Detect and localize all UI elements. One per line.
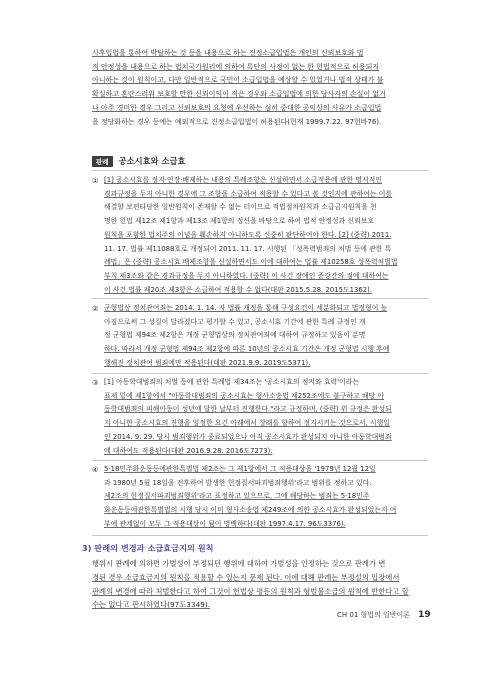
case-line: 경과규정을 두지 아니한 경우에 그 조항을 소급하여 적용할 수 있다고 볼 것인지에 관하여는 이를 xyxy=(104,189,393,198)
case-box-bottom-rule xyxy=(92,535,428,536)
case-line: 아짐으로써 그 성질이 달라졌다고 평가할 수 있고, 공소시효 기간에 관한 특례 규정인 개 xyxy=(104,317,366,326)
case-line: 이 사건 법률 제20조 제3항은 소급하여 적용할 수 없다(대판 2015.5.28. 2015도1362). xyxy=(104,285,373,294)
case-item-number: ① xyxy=(92,176,99,185)
case-line: 정 군형법 제94조 제2항은 개정 군형법상의 정치관여죄에 대하여 규정하고 있음이 분명 xyxy=(104,331,366,340)
case-line: 5·18민주화운동등에관한특별법 제2조는 그 제1항에서 그 적용대상을 '1979년 12월 12일 xyxy=(104,465,376,473)
case-item-divider xyxy=(92,373,428,374)
case-line: 명한 헌법 제12조 제1항과 제13조 제1항의 정신을 바탕으로 하여 법적 안정성과 신뢰보호 xyxy=(104,217,375,226)
section-body xyxy=(92,557,432,612)
case-line: 11. 17. 법률 제11088호로 개정되어 2011. 11. 17. 시행된 「성폭력범죄의 처벌 등에 관한 특 xyxy=(104,244,392,253)
case-line: 행해진 정치관여 범죄에만 적용된다(대판 2021.9.9. 2019도5371). xyxy=(104,358,311,367)
case-line: 제2조의 헌정질서파괴범죄행위'라고 표정하고 있으므로, 그에 해당하는 범죄는 5·18민주 xyxy=(104,492,370,501)
chapter-label: CH 01 형법의 일반이론 xyxy=(337,611,411,619)
case-line: 지 아니한 공소시효의 진행을 일정한 요건 아래에서 장래를 향하여 정지시키는 것으로서, 시행일 xyxy=(104,419,390,428)
case-line: [1] 아동학대범죄의 처벌 등에 관한 특례법 제34조는 '공소시효의 정지와 효력'이라는 xyxy=(104,378,360,386)
case-line: 하다. 따라서 개정 군형법 제94조 제2항에 따른 10년의 공소시효 기간은 개정 군형법 시행 후에 xyxy=(104,345,390,354)
section-line: 행위시 판례에 의하면 가벌성이 부정되던 행위에 대하여 가벌성을 인정하는 것으로 판례가 변 xyxy=(92,559,386,568)
case-line: 에 대하여도 적용된다(대판 2016.9.28. 2016도7273). xyxy=(104,446,273,455)
section-line: 경된 경우 소급효금지의 원칙을 적용할 수 있는지 문제 된다. 이에 대해 판례는 부정설의 입장에서 xyxy=(92,572,400,582)
page-footer xyxy=(337,610,431,620)
intro-paragraph xyxy=(92,46,432,128)
case-box-title: 공소시효와 소급효 xyxy=(118,156,186,166)
case-line: 군형법상 정치관여죄는 2014. 1. 14. 자 법률 개정을 통해 구성요건이 세분화되고 법정형이 높 xyxy=(104,304,388,312)
case-line: 부칙 제3조와 같은 경과규정을 두지 아니하였다. (중략) 이 사건 장애인 준강간의 점에 대하여는 xyxy=(104,271,389,280)
intro-line: 사후입법을 통하여 박탈하는 것 등을 내용으로 하는 진정소급입법은 개인의 신뢰보호와 법 xyxy=(92,48,364,57)
intro-line: 확실하고 혼란스러워 보호할 만한 신뢰이익이 적은 경우와 소급입법에 의한 당사자의 손실이 없거 xyxy=(92,89,386,99)
case-item-number: ③ xyxy=(92,378,99,387)
case-line: 부에 관계없이 모두 그 적용대상이 됨이 명백하다(대판 1997.4.17. 96도3376). xyxy=(104,519,346,528)
section-line: 수는 없다고 판시하였다(97도3349). xyxy=(92,600,211,610)
case-item-divider xyxy=(92,460,428,461)
case-line: 동학대범죄의 피해아동이 성년에 달한 날부터 진행한다."라고 규정하며, (중략) 위 규정은 완성되 xyxy=(104,405,392,414)
case-line: 과 1980년 5월 18일을 전후하여 발생한 헌정질서파괴범죄행위'라고 범위를 정하고 있다. xyxy=(104,478,372,487)
intro-line: 아니하는 것이 원칙이고, 다만 일반적으로 국민이 소급입법을 예상할 수 있었거나 법적 상태가 불 xyxy=(92,75,384,85)
case-item-divider xyxy=(92,298,428,299)
case-box-divider xyxy=(92,170,428,171)
case-item-number: ② xyxy=(92,304,99,313)
case-line: 표제 밑에 제1항에서 "아동학대범죄의 공소시효는 형사소송법 제252조에도 불구하고 해당 아 xyxy=(104,391,385,400)
case-line: 원칙을 포함한 법치주의 이념을 훼손하지 아니하도록 신중히 판단하여야 한다. [2] (중략) 2011. xyxy=(104,230,392,239)
section-line: 판례의 변경에 따라 처벌한다고 하여 그것이 헌법상 평등의 원칙과 형벌불소급의 원칙에 반한다고 할 xyxy=(92,586,409,596)
case-box-header xyxy=(92,155,186,167)
case-item-number: ④ xyxy=(92,465,99,474)
case-line: 례법」은 (중략) 공소시효 배제조항을 신설하면서도 이에 대하여는 법률 제10258호 성폭력처벌법 xyxy=(104,258,398,267)
page-number: 19 xyxy=(418,610,431,620)
intro-line: 적 안정성을 내용으로 하는 법치국가원리에 의하여 특단의 사정이 없는 한 헌법적으로 허용되지 xyxy=(92,61,380,71)
case-line: [1] 공소시효를 정지·연장·배제하는 내용의 특례조항은 신설하면서 소급적용에 관한 명시적인 xyxy=(104,176,382,184)
case-line: 해결할 보편타당한 일반원칙이 존재할 수 없는 터이므로 적법절차원칙과 소급금지원칙을 천 xyxy=(104,203,377,212)
section-title: 3) 판례의 변경과 소급효금지의 원칙 xyxy=(82,543,214,553)
case-line: 인 2014. 9. 29. 당시 범죄행위가 종료되었으나 아직 공소시효가 완성되지 아니한 아동학대범죄 xyxy=(104,432,392,441)
intro-line: 나 아주 경미한 경우 그리고 신뢰보호의 요청에 우선하는 심히 중대한 공익상의 사유가 소급입법 xyxy=(92,102,382,112)
intro-line: 을 정당화하는 경우 등에는 예외적으로 진정소급입법이 허용된다(헌재 1999.7.22. 97헌바76). xyxy=(92,116,382,126)
case-badge: 판례 xyxy=(92,156,113,167)
case-line: 화운동등에관한특별법의 시행 당시 이미 형사소송법 제249조에 의한 공소시효가 완성되었는지 여 xyxy=(104,506,397,515)
